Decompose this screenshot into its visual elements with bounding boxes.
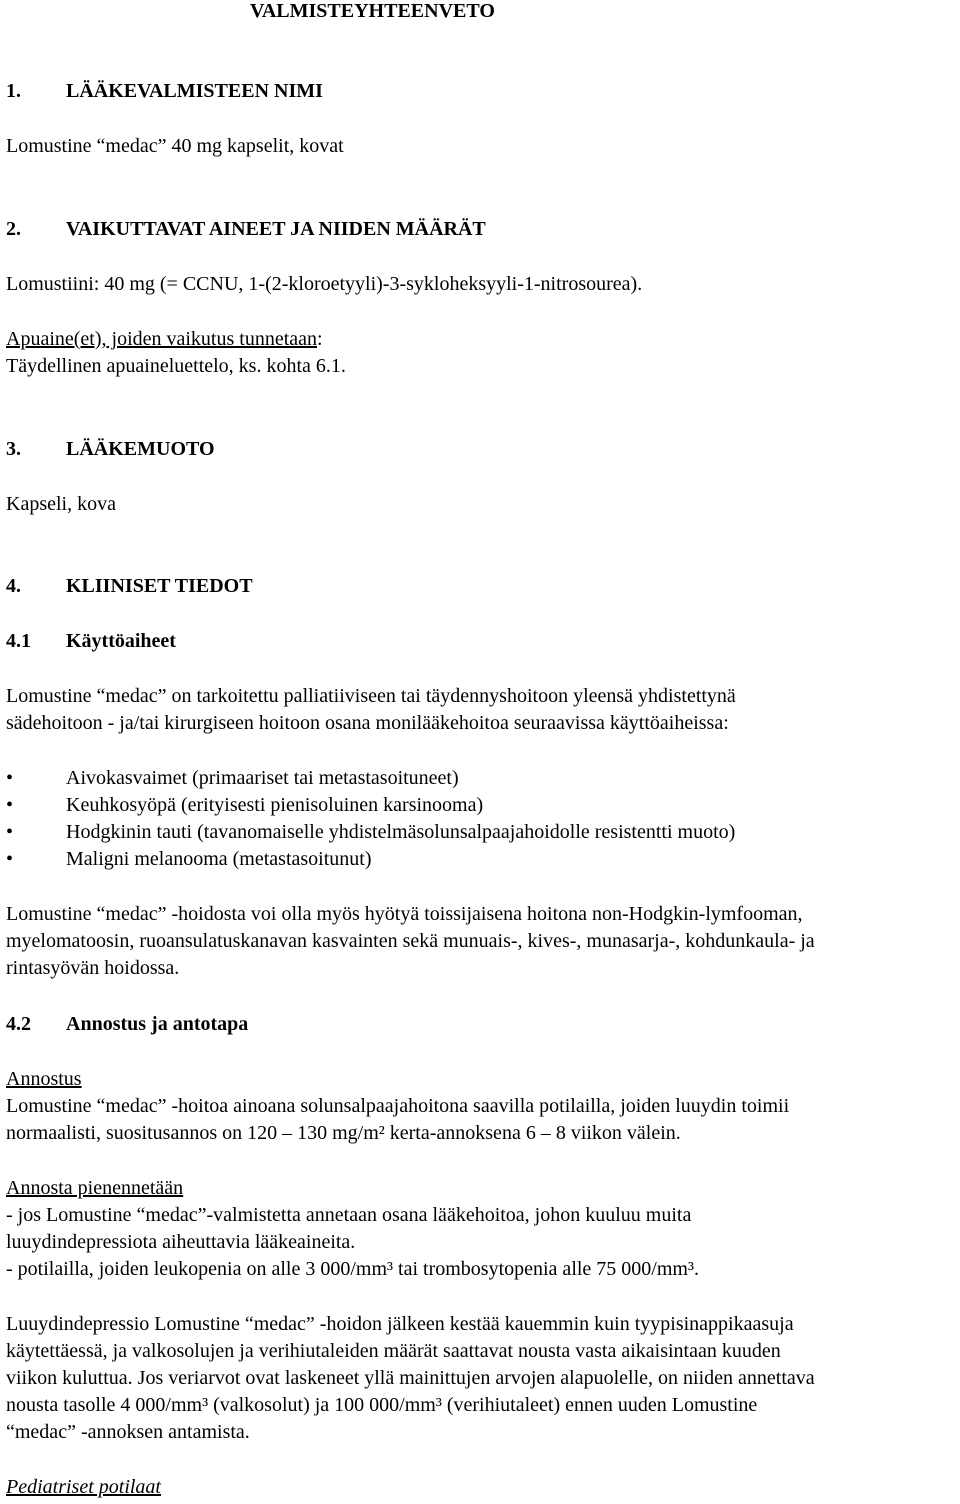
- section-2-number: 2.: [6, 218, 21, 240]
- bullet-icon: •: [6, 848, 14, 870]
- myelosuppression-line-4: nousta tasolle 4 000/mm³ (valkosolut) ja 100 000/mm³ (verihiutaleet) ennen uuden Lomustine: [6, 1394, 758, 1416]
- subheading-pediatric: Pediatriset potilaat: [6, 1476, 161, 1498]
- section-1-title: LÄÄKEVALMISTEEN NIMI: [66, 80, 323, 102]
- excipient-text: Täydellinen apuaineluettelo, ks. kohta 6.1.: [6, 355, 346, 377]
- section-2-title: VAIKUTTAVAT AINEET JA NIIDEN MÄÄRÄT: [66, 218, 486, 240]
- product-name: Lomustine “medac” 40 mg kapselit, kovat: [6, 135, 344, 157]
- list-item-text: Maligni melanooma (metastasoitunut): [66, 848, 372, 870]
- excipient-label: Apuaine(et), joiden vaikutus tunnetaan: [6, 328, 318, 350]
- section-2-heading: [6, 216, 486, 243]
- list-item-text: Aivokasvaimet (primaariset tai metastasoituneet): [66, 767, 459, 789]
- dose-reduction-line-3: - potilailla, joiden leukopenia on alle 3 000/mm³ tai trombosytopenia alle 75 000/mm³.: [6, 1258, 699, 1280]
- excipient-colon: :: [317, 328, 323, 350]
- dosage-line-1: Lomustine “medac” -hoitoa ainoana solunsalpaajahoitona saavilla potilailla, joiden luuydin toimii: [6, 1095, 790, 1117]
- dose-reduction-line-2: luuydindepressiota aiheuttavia lääkeaineita.: [6, 1231, 356, 1253]
- section-3-title: LÄÄKEMUOTO: [66, 438, 215, 460]
- section-4-1-title: Käyttöaiheet: [66, 630, 176, 652]
- myelosuppression-line-1: Luuydindepressio Lomustine “medac” -hoidon jälkeen kestää kauemmin kuin tyypisinappikaasuja: [6, 1313, 794, 1335]
- section-3-number: 3.: [6, 438, 21, 460]
- myelosuppression-line-2: käytettäessä, ja valkosolujen ja verihiutaleiden määrät saattavat nousta vasta aikaisintaan kuuden: [6, 1340, 781, 1362]
- section-3-heading: [6, 436, 215, 463]
- list-item-text: Keuhkosyöpä (erityisesti pienisoluinen karsinooma): [66, 794, 484, 816]
- section-4-heading: [6, 573, 253, 600]
- active-substance-text: Lomustiini: 40 mg (= CCNU, 1-(2-kloroetyyli)-3-sykloheksyyli-1-nitrosourea).: [6, 273, 643, 295]
- list-item: [0, 792, 960, 819]
- myelosuppression-line-5: “medac” -annoksen antamista.: [6, 1421, 250, 1443]
- section-4-1-heading: [6, 628, 176, 655]
- section-4-2-title: Annostus ja antotapa: [66, 1013, 249, 1035]
- excipient-heading: [6, 326, 323, 353]
- indications-line-2: sädehoitoon - ja/tai kirurgiseen hoitoon osana monilääkehoitoa seuraavissa käyttöaiheissa:: [6, 712, 729, 734]
- indications-line-1: Lomustine “medac” on tarkoitettu palliatiiviseen tai täydennyshoitoon yleensä yhdistettynä: [6, 685, 736, 707]
- list-item: [0, 819, 960, 846]
- document-title: VALMISTEYHTEENVETO: [250, 0, 495, 22]
- secondary-use-line-2: myelomatoosin, ruoansulatuskanavan kasvainten sekä munuais-, kives-, munasarja-, kohdunkaula- ja: [6, 930, 815, 952]
- bullet-icon: •: [6, 821, 14, 843]
- section-4-number: 4.: [6, 575, 21, 597]
- list-item: [0, 765, 960, 792]
- subheading-dosage: Annostus: [6, 1068, 82, 1090]
- section-4-2-number: 4.2: [6, 1013, 31, 1035]
- dose-reduction-line-1: - jos Lomustine “medac”-valmistetta annetaan osana lääkehoitoa, johon kuuluu muita: [6, 1204, 692, 1226]
- section-4-1-number: 4.1: [6, 630, 31, 652]
- bullet-icon: •: [6, 767, 14, 789]
- section-1-heading: [6, 78, 323, 105]
- secondary-use-line-1: Lomustine “medac” -hoidosta voi olla myös hyötyä toissijaisena hoitona non-Hodgkin-lymfooman,: [6, 903, 803, 925]
- section-4-title: KLIINISET TIEDOT: [66, 575, 253, 597]
- subheading-dose-reduction: Annosta pienennetään: [6, 1177, 184, 1199]
- section-4-2-heading: [6, 1011, 248, 1038]
- secondary-use-line-3: rintasyövän hoidossa.: [6, 957, 180, 979]
- bullet-icon: •: [6, 794, 14, 816]
- list-item-text: Hodgkinin tauti (tavanomaiselle yhdistelmäsolunsalpaajahoidolle resistentti muoto): [66, 821, 736, 843]
- section-1-number: 1.: [6, 80, 21, 102]
- dosage-form-text: Kapseli, kova: [6, 493, 116, 515]
- list-item: [0, 846, 960, 873]
- myelosuppression-line-3: viikon kuluttua. Jos veriarvot ovat laskeneet yllä mainittujen arvojen alapuolelle, on niiden annettava: [6, 1367, 815, 1389]
- dosage-line-2: normaalisti, suositusannos on 120 – 130 mg/m² kerta-annoksena 6 – 8 viikon välein.: [6, 1122, 681, 1144]
